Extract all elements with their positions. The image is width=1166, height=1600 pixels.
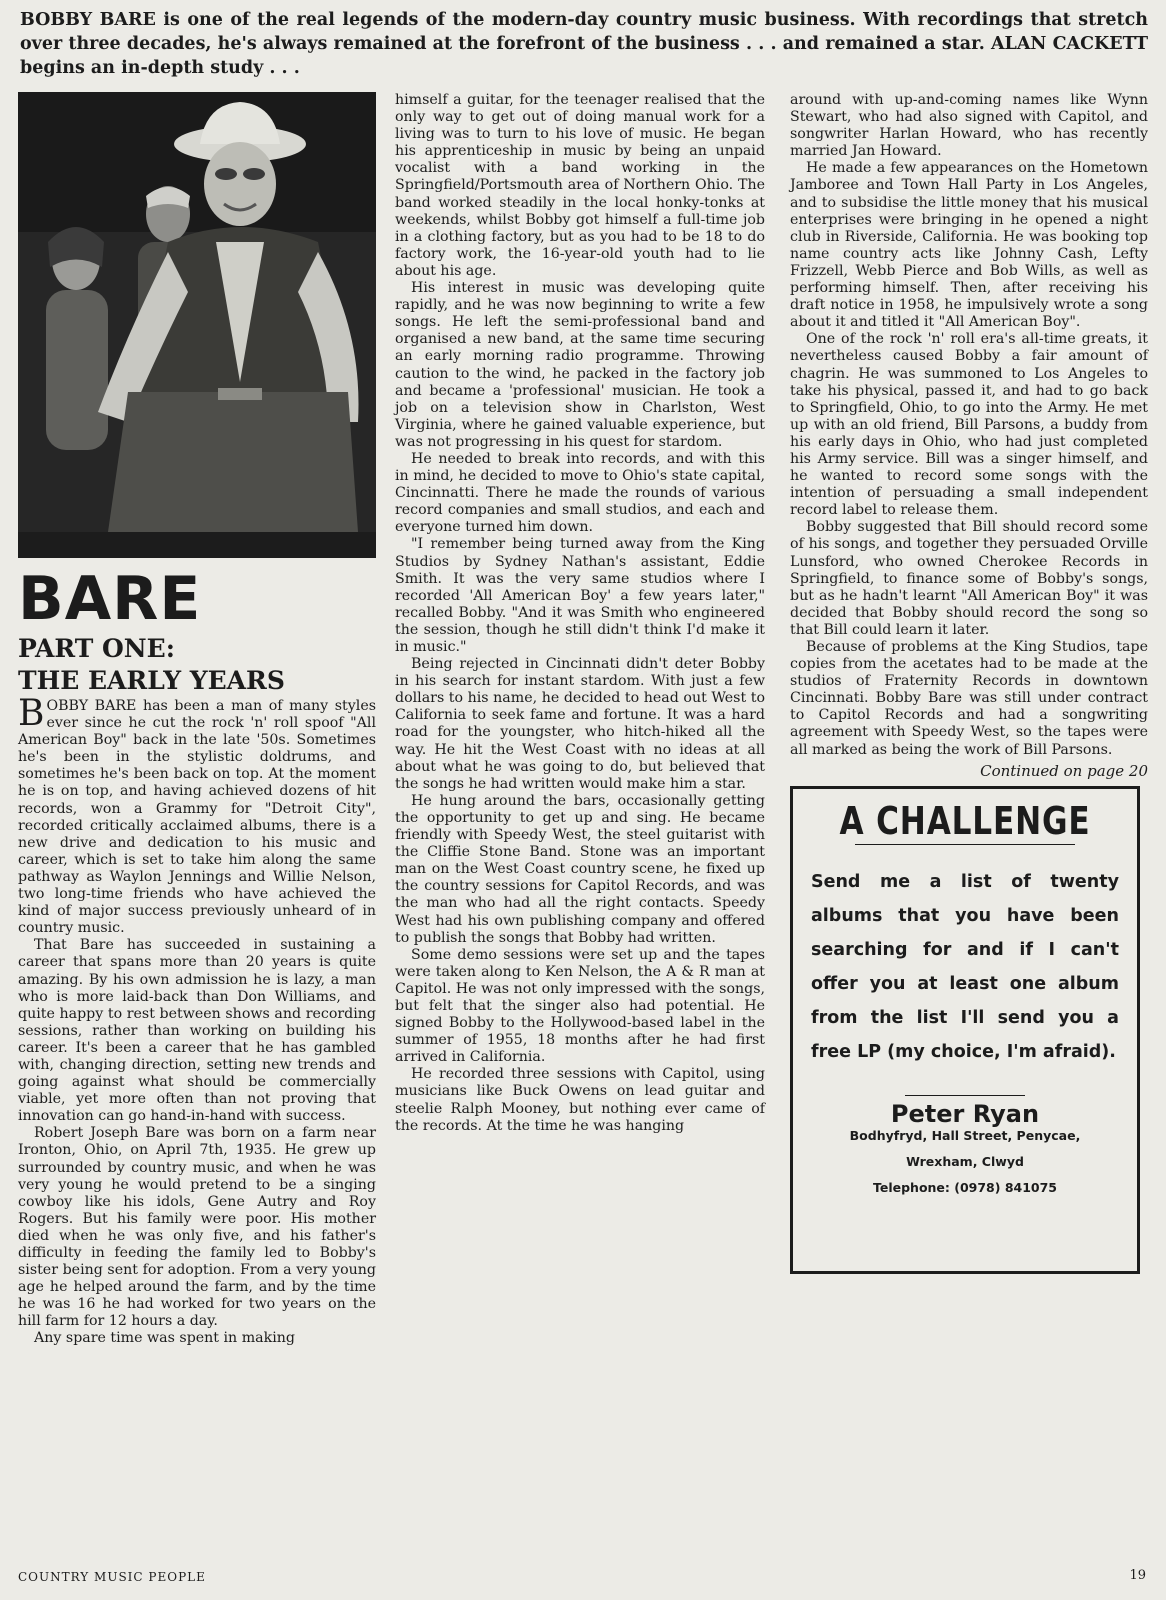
column-1 [18,92,376,1348]
ad-address-line1: Bodhyfryd, Hall Street, Penycae, [849,1127,1081,1143]
paragraph: He made a few appearances on the Hometown Jamboree and Town Hall Party in Los Angeles, and to subsidise the little money that his musical enterprises were bringing in he opened a night club in Riverside, California. He was booking top name country acts like Johnny Cash, Lefty Frizzell, Webb Pierce and Bob Wills, as well as performing himself. Then, after receiving his draft notice in 1958, he impulsively wrote a song about it and titled it "All American Boy". [790,160,1148,331]
page-number: 19 [1129,1568,1146,1583]
column-2 [395,92,765,1135]
paragraph: himself a guitar, for the teenager realised that the only way to get out of doing manual work for a living was to turn to his love of music. He began his apprenticeship in music by being an unpaid vocalist with a band working in the Springfield/Portsmouth area of Northern Ohio. The band worked steadily in the local honky-tonks at weekends, whilst Bobby got himself a full-time job in a clothing factory, but as you had to be 18 to do factory work, the 16-year-old youth had to lie about his age. [395,92,765,279]
paragraph: He needed to break into records, and with this in mind, he decided to move to Ohio's state capital, Cincinnatti. There he made the rounds of various record companies and small studios, and each and everyone turned him down. [395,450,765,536]
paragraph: Bobby suggested that Bill should record some of his songs, and together they persuaded Orville Lunsford, who owned Cherokee Records in Springfield, to finance some of Bobby's songs, but as he hadn't learnt "All American Boy" it was decided that Bobby should record the song so that Bill could learn it later. [790,519,1148,638]
drop-cap: B [18,693,45,734]
paragraph: Any spare time was spent in making [34,1330,295,1347]
paragraph: That Bare has succeeded in sustaining a career that spans more than 20 years is quite amazing. By his own admission he is lazy, a man who is more laid-back than Don Williams, and quite happy to rest between shows and recording sessions, rather than working on building his career. It's been a career that he has gambled with, changing direction, setting new trends and going against what should be commercially viable, yet more often than not proving that innovation can go hand-in-hand with success. [18,937,376,1125]
ad-divider [855,844,1075,845]
paragraph: Being rejected in Cincinnati didn't deter Bobby in his search for instant stardom. With just a few dollars to his name, he decided to head out West to California to seek fame and fortune. It was a hard road for the youngster, who hitch-hiked all the way. He hit the West Coast with no ideas at all about what he was going to do, but believed that the songs he had written would make him a star. [395,656,765,792]
ad-name: Peter Ryan [890,1099,1040,1128]
article-subhead-line1: PART ONE: [18,634,175,663]
continued-note: Continued on page 20 [980,761,1148,780]
article-headline: BARE [18,564,202,634]
bobby-bare-photo [18,92,376,558]
paragraph: He hung around the bars, occasionally getting the opportunity to get up and sing. He became friendly with Speedy West, the steel guitarist with the Cliffie Stone Band. Stone was an important man on the West Coast country scene, he fixed up the country sessions for Capitol Records, and was the man who had all the right contacts. Speedy West had his own publishing company and offered to publish the songs that Bobby had written. [395,792,765,946]
advertisement-box [790,786,1140,1274]
ad-body: Send me a list of twenty albums that you have been searching for and if I can't offer you at least one album from the list I'll send you a free LP (my choice, I'm afraid). [811,871,1119,1062]
paragraph: "I remember being turned away from the King Studios by Sydney Nathan's assistant, Eddie Smith. It was the very same studios where I recorded 'All American Boy' a few years later," recalled Bobby. "And it was Smith who engineered the session, though he still didn't think I'd make it in music." [395,536,765,655]
paragraph [18,693,376,937]
paragraph-text: OBBY BARE has been a man of many styles ever since he cut the rock 'n' roll spoof "All American Boy" back in the late '50s. Sometimes he's been in the stylistic doldrums, and sometimes he's been back on top. At the moment he is on top, and having achieved dozens of hit records, won a Grammy for "Detroit City", recorded critically acclaimed albums, there is a new drive and dedication to his music and career, which is set to take him along the same pathway as Waylon Jennings and Willie Nelson, two long-time friends who have achieved the kind of major success previously unheard of in country music. [18,698,376,937]
article-subhead-line2: THE EARLY YEARS [18,666,285,695]
ad-divider-short [905,1095,1025,1096]
ad-telephone: Telephone: (0978) 841075 [872,1179,1058,1195]
ad-title: A CHALLENGE [839,798,1091,843]
magazine-name: COUNTRY MUSIC PEOPLE [18,1570,206,1584]
paragraph: His interest in music was developing quite rapidly, and he was now beginning to write a few songs. He left the semi-professional band and organised a new band, at the same time securing an early morning radio programme. Throwing caution to the wind, he packed in the factory job and became a 'professional' musician. He took a job on a television show in Charlston, West Virginia, where he gained valuable experience, but was not progressing in his quest for stardom. [395,280,765,450]
paragraph: He recorded three sessions with Capitol, using musicians like Buck Owens on lead guitar and steelie Ralph Mooney, but nothing ever came of the records. At the time he was hanging [395,1066,765,1134]
photo-illustration [18,92,376,558]
intro-standfirst: BOBBY BARE is one of the real legends of the modern-day country music business. With recordings that stretch over three decades, he's always remained at the forefront of the business . . . and remained a star. ALAN CACKETT begins an in-depth study . . . [20,10,1148,78]
paragraph: Because of problems at the King Studios, tape copies from the acetates had to be made at the studios of Fraternity Records in downtown Cincinnati. Bobby Bare was still under contract to Capitol Records and had a songwriting agreement with Speedy West, so the tapes were all marked as being the work of Bill Parsons. [790,639,1148,758]
ad-address-line2: Wrexham, Clwyd [906,1153,1024,1169]
paragraph: One of the rock 'n' roll era's all-time greats, it nevertheless caused Bobby a fair amount of chagrin. He was summoned to Los Angeles to take his physical, passed it, and had to go back to Springfield, Ohio, to go into the Army. He met up with an old friend, Bill Parsons, a buddy from his early days in Ohio, who had just completed his Army service. Bill was a singer himself, and he wanted to record some songs with the intention of persuading a small independent record label to release them. [790,331,1148,519]
paragraph: Robert Joseph Bare was born on a farm near Ironton, Ohio, on April 7th, 1935. He grew up surrounded by country music, and when he was very young he would pretend to be a singing cowboy like his idols, Gene Autry and Roy Rogers. But his family were poor. His mother died when he was only five, and his father's difficulty in feeding the family led to Bobby's sister being sent for adoption. From a very young age he helped around the farm, and by the time he was 16 he had worked for two years on the hill farm for 12 hours a day. [18,1125,376,1330]
paragraph: around with up-and-coming names like Wynn Stewart, who had also signed with Capitol, and songwriter Harlan Howard, who has recently married Jan Howard. [790,92,1148,160]
column-3 [790,92,1148,1274]
paragraph: Some demo sessions were set up and the tapes were taken along to Ken Nelson, the A & R man at Capitol. He was not only impressed with the songs, but felt that the singer also had potential. He signed Bobby to the Hollywood-based label in the summer of 1955, 18 months after he had first arrived in California. [395,946,765,1066]
